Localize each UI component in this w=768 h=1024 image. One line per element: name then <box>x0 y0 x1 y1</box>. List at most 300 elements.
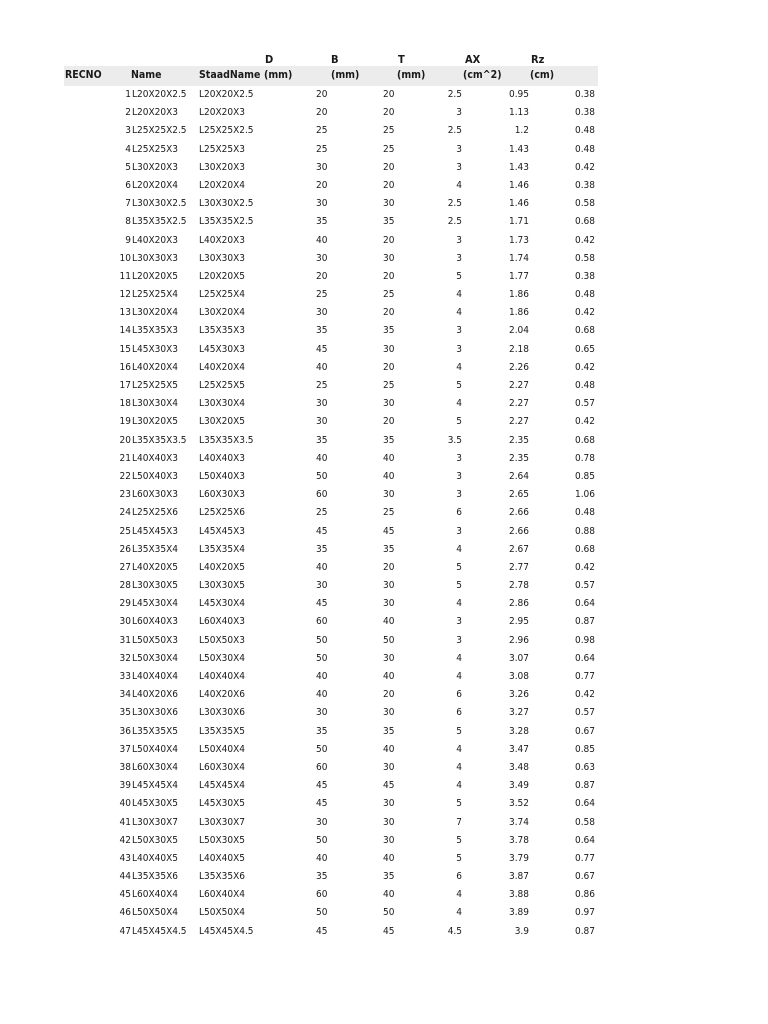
table-row <box>64 104 598 122</box>
cell-rz: 0.67 <box>574 871 595 883</box>
cell-b: 40 <box>383 671 395 682</box>
cell-b: 20 <box>383 561 395 573</box>
cell-d: 40 <box>316 452 328 464</box>
cell-staadname: L50X40X4 <box>199 743 245 755</box>
table-row <box>64 486 598 504</box>
cell-recno: 13 <box>119 307 131 319</box>
cell-rz: 0.87 <box>574 925 595 937</box>
cell-t: 4 <box>456 289 462 301</box>
cell-ax: 3.08 <box>508 671 529 682</box>
cell-rz: 0.64 <box>574 798 595 810</box>
col-recno-header: RECNO <box>65 69 102 81</box>
cell-b: 35 <box>383 216 395 228</box>
table-row <box>64 923 598 941</box>
cell-staadname: L30X30X2.5 <box>199 198 254 210</box>
cell-name: L30X30X2.5 <box>132 198 187 210</box>
cell-staadname: L30X30X5 <box>199 580 245 592</box>
cell-b: 20 <box>383 416 395 428</box>
cell-staadname: L30X30X6 <box>199 707 245 719</box>
cell-recno: 42 <box>119 834 131 846</box>
cell-b: 30 <box>383 398 395 410</box>
cell-ax: 2.26 <box>508 361 529 373</box>
cell-name: L30X30X5 <box>132 580 178 592</box>
cell-recno: 24 <box>119 507 131 519</box>
cell-staadname: L35X35X3.5 <box>199 434 254 446</box>
cell-staadname: L25X25X3 <box>199 143 245 155</box>
cell-d: 40 <box>316 689 328 701</box>
cell-staadname: L45X30X5 <box>199 798 245 810</box>
cell-recno: 7 <box>125 198 131 210</box>
cell-staadname: L20X20X5 <box>199 270 245 282</box>
cell-rz: 0.42 <box>574 234 595 246</box>
cell-recno: 45 <box>119 889 131 901</box>
cell-name: L25X25X6 <box>132 507 178 519</box>
cell-staadname: L35X35X5 <box>199 725 245 737</box>
cell-ax: 3.48 <box>508 761 529 773</box>
cell-staadname: L50X50X3 <box>199 634 245 646</box>
cell-b: 40 <box>383 616 395 628</box>
cell-ax: 2.96 <box>508 634 529 646</box>
table-row <box>64 795 598 813</box>
cell-b: 45 <box>383 780 395 792</box>
cell-name: L25X25X3 <box>132 143 178 155</box>
cell-ax: 2.18 <box>508 343 529 355</box>
col-d-title: D <box>265 53 274 66</box>
cell-t: 4 <box>456 179 462 191</box>
cell-staadname: L25X25X6 <box>199 507 245 519</box>
cell-t: 6 <box>456 689 462 701</box>
cell-b: 30 <box>383 707 395 719</box>
cell-staadname: L35X35X2.5 <box>199 216 254 228</box>
cell-rz: 0.68 <box>574 434 595 446</box>
cell-b: 30 <box>383 198 395 210</box>
table-row <box>64 177 598 195</box>
cell-b: 40 <box>383 470 395 482</box>
col-staad-header: StaadName <box>199 69 261 81</box>
cell-t: 3 <box>456 452 462 464</box>
table-row <box>64 814 598 832</box>
col-ax-unit: (cm^2) <box>463 69 502 81</box>
cell-t: 4 <box>456 652 462 664</box>
cell-ax: 3.49 <box>508 780 529 792</box>
cell-staadname: L45X30X3 <box>199 343 245 355</box>
cell-t: 5 <box>456 380 462 391</box>
cell-staadname: L50X40X3 <box>199 470 245 482</box>
cell-rz: 0.38 <box>574 107 595 119</box>
cell-staadname: L30X20X3 <box>199 161 245 173</box>
cell-staadname: L20X20X3 <box>199 107 245 119</box>
cell-d: 50 <box>316 743 328 755</box>
cell-ax: 2.66 <box>508 525 529 537</box>
cell-b: 35 <box>383 725 395 737</box>
cell-t: 3 <box>456 252 462 264</box>
table-row <box>64 432 598 450</box>
cell-recno: 5 <box>125 161 131 173</box>
table-row <box>64 686 598 704</box>
cell-staadname: L45X45X3 <box>199 525 245 537</box>
cell-d: 30 <box>316 252 328 264</box>
table-row <box>64 886 598 904</box>
cell-d: 50 <box>316 634 328 646</box>
cell-d: 30 <box>316 580 328 592</box>
cell-b: 20 <box>383 689 395 701</box>
cell-b: 40 <box>383 852 395 864</box>
cell-t: 3 <box>456 470 462 482</box>
cell-ax: 3.87 <box>508 871 529 883</box>
cell-staadname: L30X20X5 <box>199 416 245 428</box>
cell-rz: 0.42 <box>574 161 595 173</box>
cell-b: 20 <box>383 161 395 173</box>
cell-ax: 3.47 <box>508 743 529 755</box>
cell-staadname: L60X30X3 <box>199 489 245 501</box>
cell-ax: 3.78 <box>508 834 529 846</box>
cell-recno: 9 <box>125 234 131 246</box>
cell-name: L60X30X3 <box>132 489 178 501</box>
cell-ax: 2.04 <box>508 325 529 337</box>
cell-t: 3 <box>456 161 462 173</box>
cell-rz: 0.42 <box>574 561 595 573</box>
cell-d: 25 <box>316 125 328 137</box>
table-row <box>64 868 598 886</box>
cell-staadname: L60X40X4 <box>199 889 245 901</box>
table-row <box>64 86 598 104</box>
cell-d: 45 <box>316 925 328 937</box>
cell-recno: 34 <box>119 689 131 701</box>
cell-name: L25X25X2.5 <box>132 125 187 137</box>
cell-d: 60 <box>316 761 328 773</box>
cell-rz: 0.64 <box>574 598 595 610</box>
cell-rz: 0.48 <box>574 380 595 391</box>
cell-d: 30 <box>316 398 328 410</box>
table-row <box>64 577 598 595</box>
cell-ax: 1.86 <box>508 307 529 319</box>
cell-d: 35 <box>316 434 328 446</box>
cell-rz: 0.98 <box>574 634 595 646</box>
cell-name: L50X40X4 <box>132 743 178 755</box>
cell-d: 40 <box>316 671 328 682</box>
cell-b: 20 <box>383 361 395 373</box>
cell-name: L30X30X4 <box>132 398 178 410</box>
cell-staadname: L20X20X4 <box>199 179 245 191</box>
cell-recno: 29 <box>119 598 131 610</box>
cell-rz: 0.48 <box>574 143 595 155</box>
cell-ax: 2.86 <box>508 598 529 610</box>
table-row <box>64 159 598 177</box>
table-row <box>64 213 598 231</box>
cell-name: L40X20X5 <box>132 561 178 573</box>
table-row <box>64 741 598 759</box>
cell-name: L30X30X7 <box>132 816 178 828</box>
col-ax-title: AX <box>465 53 481 66</box>
cell-t: 4 <box>456 307 462 319</box>
cell-recno: 32 <box>119 652 131 664</box>
cell-b: 25 <box>383 143 395 155</box>
cell-name: L35X35X3 <box>132 325 178 337</box>
cell-name: L40X40X4 <box>132 671 178 682</box>
cell-t: 4 <box>456 598 462 610</box>
cell-name: L20X20X3 <box>132 107 178 119</box>
cell-b: 20 <box>383 89 395 100</box>
cell-rz: 0.48 <box>574 507 595 519</box>
cell-ax: 2.77 <box>508 561 529 573</box>
cell-staadname: L40X20X5 <box>199 561 245 573</box>
cell-d: 60 <box>316 489 328 501</box>
cell-ax: 2.95 <box>508 616 529 628</box>
cell-d: 35 <box>316 216 328 228</box>
table-row <box>64 704 598 722</box>
col-b-unit: (mm) <box>331 69 360 81</box>
section-table <box>64 52 598 941</box>
cell-recno: 16 <box>119 361 131 373</box>
cell-rz: 0.57 <box>574 398 595 410</box>
cell-t: 4 <box>456 671 462 682</box>
cell-d: 50 <box>316 834 328 846</box>
cell-b: 30 <box>383 489 395 501</box>
cell-rz: 0.58 <box>574 198 595 210</box>
cell-ax: 2.27 <box>508 416 529 428</box>
cell-d: 25 <box>316 143 328 155</box>
cell-staadname: L25X25X5 <box>199 380 245 391</box>
cell-staadname: L50X30X5 <box>199 834 245 846</box>
cell-ax: 1.71 <box>508 216 529 228</box>
cell-rz: 0.48 <box>574 125 595 137</box>
cell-name: L35X35X3.5 <box>132 434 187 446</box>
cell-recno: 2 <box>125 107 131 119</box>
cell-ax: 2.66 <box>508 507 529 519</box>
cell-t: 5 <box>456 725 462 737</box>
cell-recno: 26 <box>119 543 131 555</box>
cell-name: L30X20X4 <box>132 307 178 319</box>
table-row <box>64 286 598 304</box>
cell-b: 25 <box>383 380 395 391</box>
cell-d: 35 <box>316 325 328 337</box>
cell-t: 3 <box>456 143 462 155</box>
cell-d: 20 <box>316 89 328 100</box>
cell-b: 40 <box>383 889 395 901</box>
cell-t: 3.5 <box>447 434 462 446</box>
cell-rz: 0.86 <box>574 889 595 901</box>
cell-rz: 0.85 <box>574 743 595 755</box>
cell-t: 2.5 <box>447 89 462 100</box>
cell-ax: 3.28 <box>508 725 529 737</box>
cell-staadname: L40X40X3 <box>199 452 245 464</box>
cell-recno: 35 <box>119 707 131 719</box>
table-row <box>64 613 598 631</box>
cell-rz: 0.88 <box>574 525 595 537</box>
cell-recno: 22 <box>119 470 131 482</box>
cell-b: 30 <box>383 598 395 610</box>
table-row <box>64 723 598 741</box>
cell-b: 20 <box>383 270 395 282</box>
cell-d: 45 <box>316 343 328 355</box>
cell-t: 2.5 <box>447 216 462 228</box>
cell-name: L45X30X4 <box>132 598 178 610</box>
cell-rz: 0.68 <box>574 543 595 555</box>
cell-b: 20 <box>383 179 395 191</box>
cell-b: 30 <box>383 816 395 828</box>
cell-d: 50 <box>316 907 328 919</box>
cell-t: 4 <box>456 761 462 773</box>
cell-name: L50X40X3 <box>132 470 178 482</box>
col-d-unit: (mm) <box>264 69 293 81</box>
cell-name: L45X30X5 <box>132 798 178 810</box>
cell-rz: 0.87 <box>574 616 595 628</box>
cell-t: 5 <box>456 561 462 573</box>
cell-b: 20 <box>383 234 395 246</box>
cell-ax: 1.73 <box>508 234 529 246</box>
cell-staadname: L50X50X4 <box>199 907 245 919</box>
cell-name: L50X30X4 <box>132 652 178 664</box>
cell-d: 40 <box>316 852 328 864</box>
cell-recno: 25 <box>119 525 131 537</box>
cell-staadname: L35X35X4 <box>199 543 245 555</box>
cell-ax: 1.46 <box>508 179 529 191</box>
col-t-title: T <box>398 53 405 66</box>
cell-rz: 0.68 <box>574 216 595 228</box>
cell-b: 25 <box>383 507 395 519</box>
cell-name: L45X45X3 <box>132 525 178 537</box>
cell-recno: 40 <box>119 798 131 810</box>
cell-recno: 12 <box>119 289 131 301</box>
cell-name: L45X30X3 <box>132 343 178 355</box>
cell-d: 30 <box>316 198 328 210</box>
table-row <box>64 250 598 268</box>
cell-d: 20 <box>316 179 328 191</box>
cell-name: L50X30X5 <box>132 834 178 846</box>
cell-d: 40 <box>316 561 328 573</box>
cell-b: 25 <box>383 125 395 137</box>
table-row <box>64 122 598 140</box>
table-body <box>64 86 598 941</box>
cell-t: 6 <box>456 707 462 719</box>
cell-rz: 0.67 <box>574 725 595 737</box>
cell-name: L60X40X3 <box>132 616 178 628</box>
cell-rz: 0.77 <box>574 671 595 682</box>
cell-rz: 0.85 <box>574 470 595 482</box>
cell-d: 45 <box>316 798 328 810</box>
cell-staadname: L40X20X3 <box>199 234 245 246</box>
table-row <box>64 850 598 868</box>
cell-name: L45X45X4 <box>132 780 178 792</box>
cell-d: 50 <box>316 470 328 482</box>
cell-rz: 0.42 <box>574 416 595 428</box>
cell-recno: 17 <box>119 380 131 391</box>
cell-rz: 0.77 <box>574 852 595 864</box>
cell-recno: 31 <box>119 634 131 646</box>
cell-staadname: L25X25X4 <box>199 289 245 301</box>
cell-rz: 0.58 <box>574 816 595 828</box>
cell-staadname: L45X45X4 <box>199 780 245 792</box>
cell-b: 30 <box>383 580 395 592</box>
cell-b: 50 <box>383 634 395 646</box>
cell-recno: 10 <box>119 252 131 264</box>
cell-recno: 14 <box>119 325 131 337</box>
table-row <box>64 141 598 159</box>
cell-name: L40X40X5 <box>132 852 178 864</box>
cell-rz: 0.68 <box>574 325 595 337</box>
cell-name: L25X25X5 <box>132 380 178 391</box>
col-name-header: Name <box>131 69 162 81</box>
cell-recno: 41 <box>119 816 131 828</box>
table-row <box>64 195 598 213</box>
header-top-row <box>64 52 598 66</box>
cell-t: 3 <box>456 616 462 628</box>
cell-name: L20X20X5 <box>132 270 178 282</box>
cell-staadname: L25X25X2.5 <box>199 125 254 137</box>
cell-t: 3 <box>456 343 462 355</box>
cell-rz: 0.38 <box>574 179 595 191</box>
cell-t: 5 <box>456 798 462 810</box>
cell-recno: 15 <box>119 343 131 355</box>
cell-staadname: L35X35X6 <box>199 871 245 883</box>
cell-ax: 2.27 <box>508 380 529 391</box>
cell-ax: 3.26 <box>508 689 529 701</box>
cell-recno: 39 <box>119 780 131 792</box>
cell-b: 40 <box>383 743 395 755</box>
cell-rz: 0.65 <box>574 343 595 355</box>
cell-t: 4 <box>456 743 462 755</box>
cell-recno: 21 <box>119 452 131 464</box>
cell-ax: 2.67 <box>508 543 529 555</box>
cell-t: 5 <box>456 270 462 282</box>
cell-recno: 3 <box>125 125 131 137</box>
cell-rz: 0.78 <box>574 452 595 464</box>
cell-rz: 0.57 <box>574 707 595 719</box>
cell-name: L50X50X4 <box>132 907 178 919</box>
cell-d: 25 <box>316 507 328 519</box>
cell-ax: 3.07 <box>508 652 529 664</box>
cell-t: 3 <box>456 525 462 537</box>
cell-name: L35X35X4 <box>132 543 178 555</box>
cell-b: 35 <box>383 325 395 337</box>
cell-name: L30X20X3 <box>132 161 178 173</box>
cell-rz: 0.57 <box>574 580 595 592</box>
cell-d: 40 <box>316 234 328 246</box>
cell-t: 2.5 <box>447 198 462 210</box>
cell-t: 3 <box>456 107 462 119</box>
cell-rz: 1.06 <box>574 489 595 501</box>
cell-t: 3 <box>456 489 462 501</box>
cell-recno: 33 <box>119 671 131 682</box>
cell-staadname: L40X40X5 <box>199 852 245 864</box>
cell-d: 25 <box>316 380 328 391</box>
cell-ax: 3.9 <box>514 925 529 937</box>
cell-t: 3 <box>456 634 462 646</box>
cell-recno: 30 <box>119 616 131 628</box>
cell-name: L20X20X4 <box>132 179 178 191</box>
cell-d: 45 <box>316 598 328 610</box>
table-row <box>64 359 598 377</box>
col-rz-title: Rz <box>531 53 545 66</box>
table-row <box>64 595 598 613</box>
cell-name: L30X30X6 <box>132 707 178 719</box>
cell-ax: 1.43 <box>508 143 529 155</box>
cell-recno: 18 <box>119 398 131 410</box>
cell-recno: 44 <box>119 871 131 883</box>
cell-name: L25X25X4 <box>132 289 178 301</box>
cell-recno: 38 <box>119 761 131 773</box>
cell-recno: 47 <box>119 925 131 937</box>
cell-d: 30 <box>316 416 328 428</box>
cell-b: 45 <box>383 925 395 937</box>
cell-d: 30 <box>316 161 328 173</box>
cell-b: 25 <box>383 289 395 301</box>
cell-d: 40 <box>316 361 328 373</box>
cell-rz: 0.38 <box>574 89 595 100</box>
cell-b: 40 <box>383 452 395 464</box>
cell-staadname: L60X30X4 <box>199 761 245 773</box>
cell-ax: 1.13 <box>508 107 529 119</box>
